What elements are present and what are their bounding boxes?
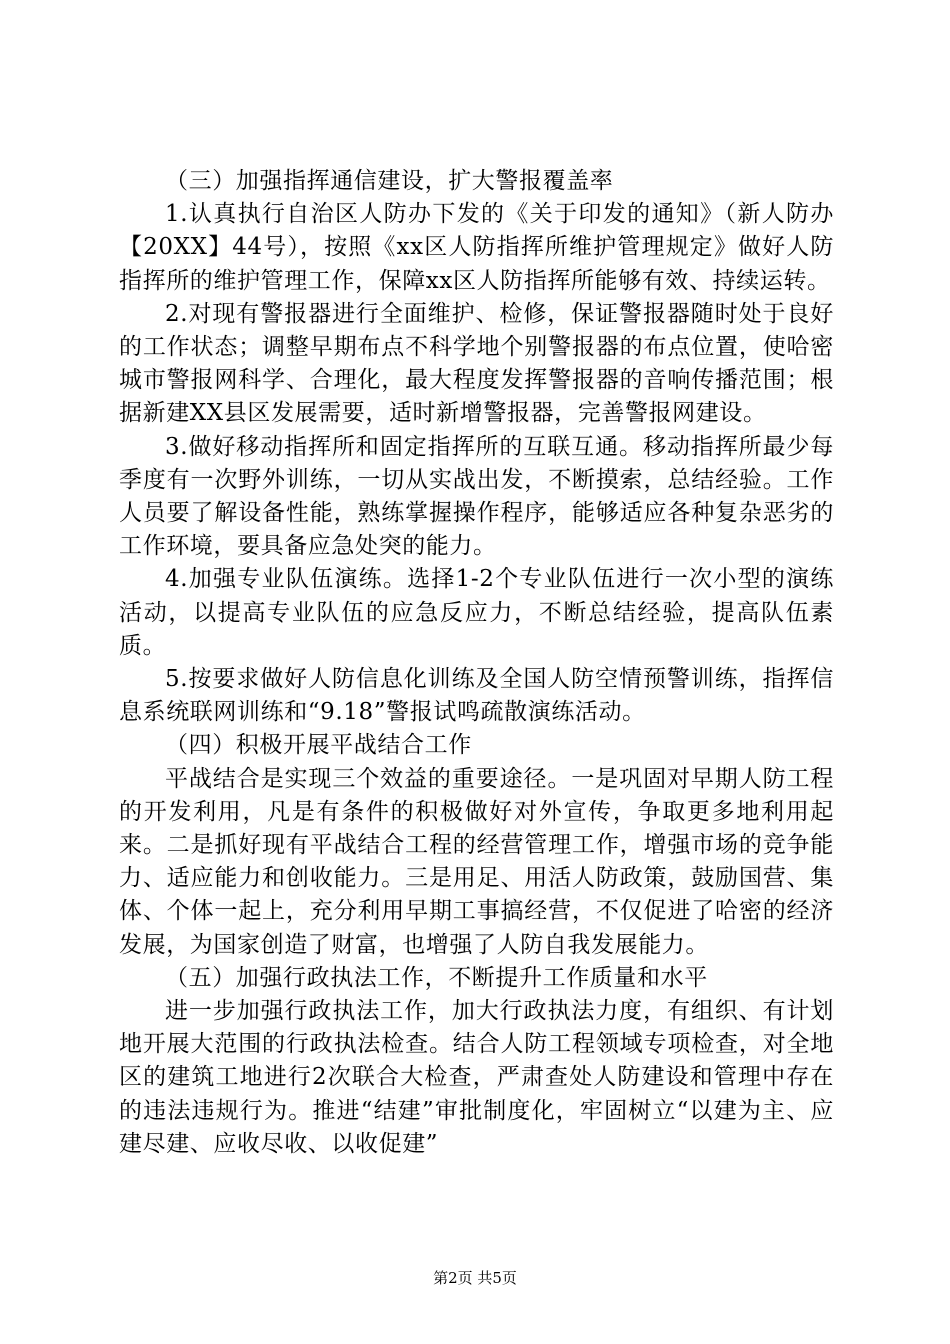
paragraph-item-4: 4.加强专业队伍演练。选择1-2个专业队伍进行一次小型的演练活动，以提高专业队伍的应急反应力，不断总结经验，提高队伍素质。 bbox=[119, 566, 834, 659]
paragraph-item-1: 1.认真执行自治区人防办下发的《关于印发的通知》（新人防办【20XX】44号），按照《xx区人防指挥所维护管理规定》做好人防指挥所的维护管理工作，保障xx区人防指挥所能够有效、持续运转。 bbox=[119, 201, 834, 294]
paragraph-item-3: 3.做好移动指挥所和固定指挥所的互联互通。移动指挥所最少每季度有一次野外训练，一切从实战出发，不断摸索，总结经验。工作人员要了解设备性能，熟练掌握操作程序，能够适应各种复杂恶劣的工作环境，要具备应急处突的能力。 bbox=[119, 433, 834, 560]
paragraph-law-enforcement: 进一步加强行政执法工作，加大行政执法力度，有组织、有计划地开展大范围的行政执法检查。结合人防工程领域专项检查，对全地区的建筑工地进行2次联合大检查，严肃查处人防建设和管理中存在的违法违规行为。推进“结建”审批制度化，牢固树立“以建为主、应建尽建、应收尽收、以收促建” bbox=[119, 998, 834, 1157]
paragraph-peacetime-wartime: 平战结合是实现三个效益的重要途径。一是巩固对早期人防工程的开发利用，凡是有条件的积极做好对外宣传，争取更多地利用起来。二是抓好现有平战结合工程的经营管理工作，增强市场的竞争能力、适应能力和创收能力。三是用足、用活人防政策，鼓励国营、集体、个体一起上，充分利用早期工事搞经营，不仅促进了哈密的经济发展，为国家创造了财富，也增强了人防自我发展能力。 bbox=[119, 765, 834, 958]
page-footer: 第2页 共5页 bbox=[433, 1269, 517, 1287]
document-body bbox=[119, 165, 834, 1161]
section-heading-5: （五）加强行政执法工作，不断提升工作质量和水平 bbox=[165, 964, 708, 991]
section-heading-3: （三）加强指挥通信建设，扩大警报覆盖率 bbox=[165, 168, 614, 194]
paragraph-item-2: 2.对现有警报器进行全面维护、检修，保证警报器随时处于良好的工作状态；调整早期布点不科学地个别警报器的布点位置，使哈密城市警报网科学、合理化，最大程度发挥警报器的音响传播范围；根据新建XX县区发展需要，适时新增警报器，完善警报网建设。 bbox=[119, 300, 834, 427]
paragraph-item-5: 5.按要求做好人防信息化训练及全国人防空情预警训练，指挥信息系统联网训练和“9.18”警报试鸣疏散演练活动。 bbox=[119, 666, 834, 726]
section-heading-4: （四）积极开展平战结合工作 bbox=[165, 732, 472, 759]
